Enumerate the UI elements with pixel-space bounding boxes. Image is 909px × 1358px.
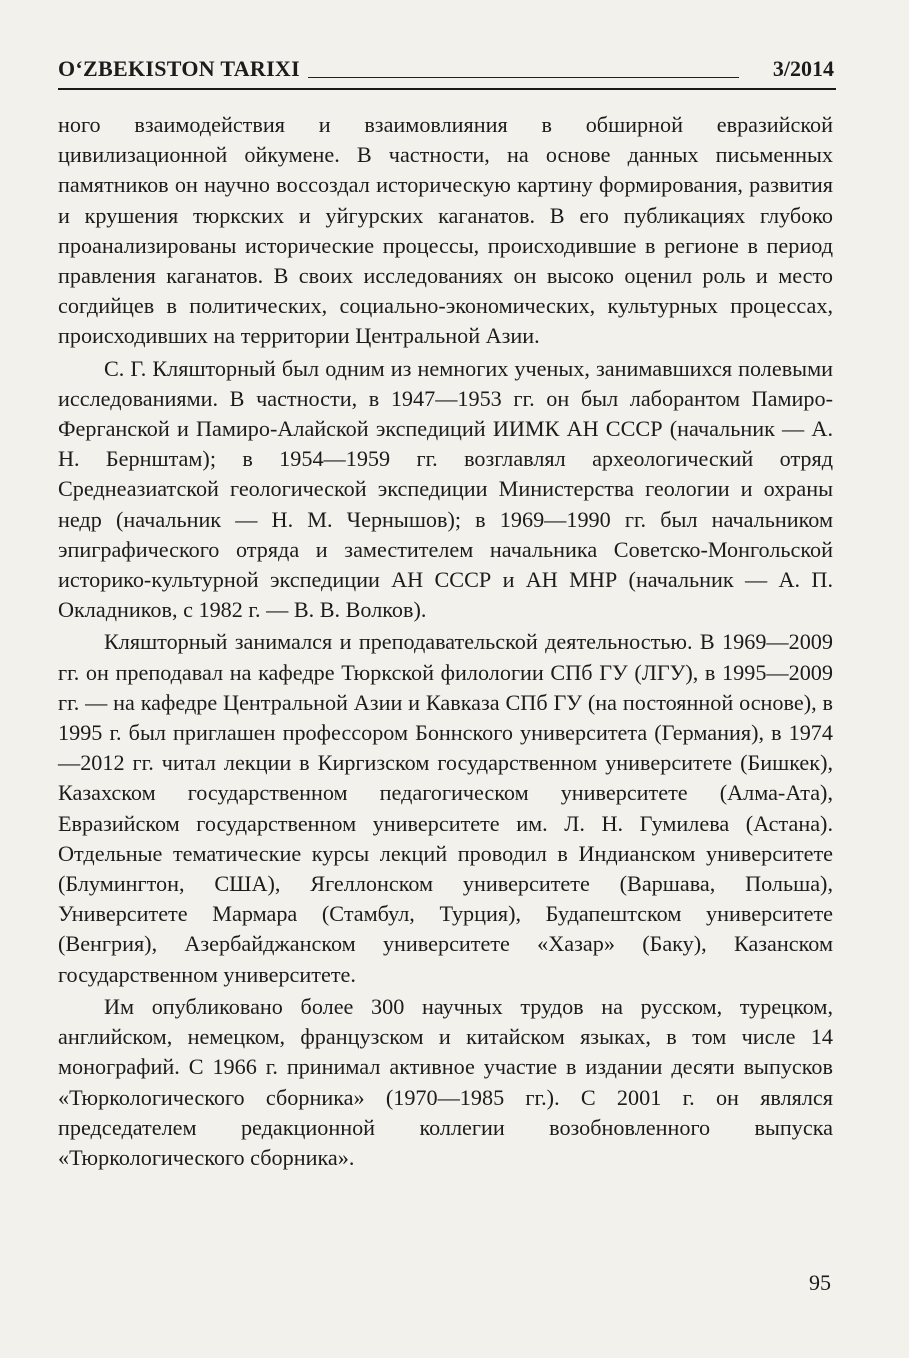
article-body — [58, 110, 833, 1175]
paragraph-teaching: Кляшторный занимался и преподавательской деятельностью. В 1969—2009 гг. он преподавал на кафедре Тюркской филологии СПб ГУ (ЛГУ), в 1995—2009 гг. — на кафедре Центральной Азии и Кавказа СПб ГУ (на постоянной основе), в 1995 г. был приглашен профессором Боннского университета (Германия), в 1974—2012 гг. читал лекции в Киргизском государственном университете (Бишкек), Казахском государственном педагогическом университете (Алма-Ата), Евразийском государственном университете им. Л. Н. Гумилева (Астана). Отдельные тематические курсы лекций проводил в Индианском университете (Блумингтон, США), Ягеллонском университете (Варшава, Польша), Университете Мармара (Стамбул, Турция), Будапештском университете (Венгрия), Азербайджанском университете «Хазар» (Баку), Казанском государственном университете. — [58, 629, 833, 987]
header-inline-rule — [308, 77, 739, 78]
paragraph-publications: Им опубликовано более 300 научных трудов на русском, турецком, английском, немецком, французском и китайском языках, в том числе 14 монографий. С 1966 г. принимал активное участие в издании десяти выпусков «Тюркологического сборника» (1970—1985 гг.). С 2001 г. он являлся председателем редакционной коллегии возобновленного выпуска «Тюркологического сборника». — [58, 993, 833, 1170]
issue-number: 3/2014 — [767, 56, 834, 82]
journal-title: O‘ZBEKISTON TARIXI — [58, 56, 306, 82]
paragraph-field-research: С. Г. Кляшторный был одним из немногих ученых, занимавшихся полевыми исследованиями. В частности, в 1947—1953 гг. он был лаборантом Памиро-Ферганской и Памиро-Алайской экспедиций ИИМК АН СССР (начальник — А. Н. Бернштам); в 1954—1959 гг. возглавлял археологический отряд Среднеазиатской геологической экспедиции Министерства геологии и охраны недр (начальник — Н. М. Чернышов); в 1969—1990 гг. был начальником эпиграфического отряда и заместителем начальника Советско-Монгольской историко-культурной экспедиции АН СССР и АН МНР (начальник — А. П. Окладников, с 1982 г. — В. В. Волков). — [58, 355, 833, 623]
page-number: 95 — [809, 1270, 831, 1295]
paragraph-continuation: ного взаимодействия и взаимовлияния в обширной евразийской цивилизационной ойкумене. В частности, на основе данных письменных памятников он научно воссоздал историческую картину формирования, развития и крушения тюркских и уйгурских каганатов. В его публикациях глубоко проанализированы исторические процессы, происходившие в регионе в период правления каганатов. В своих исследованиях он высоко оценил роль и место согдийцев в политических, социально-экономических, культурных процессах, происходивших на территории Центральной Азии. — [58, 112, 833, 349]
header-divider — [58, 88, 836, 90]
running-header — [58, 50, 834, 86]
